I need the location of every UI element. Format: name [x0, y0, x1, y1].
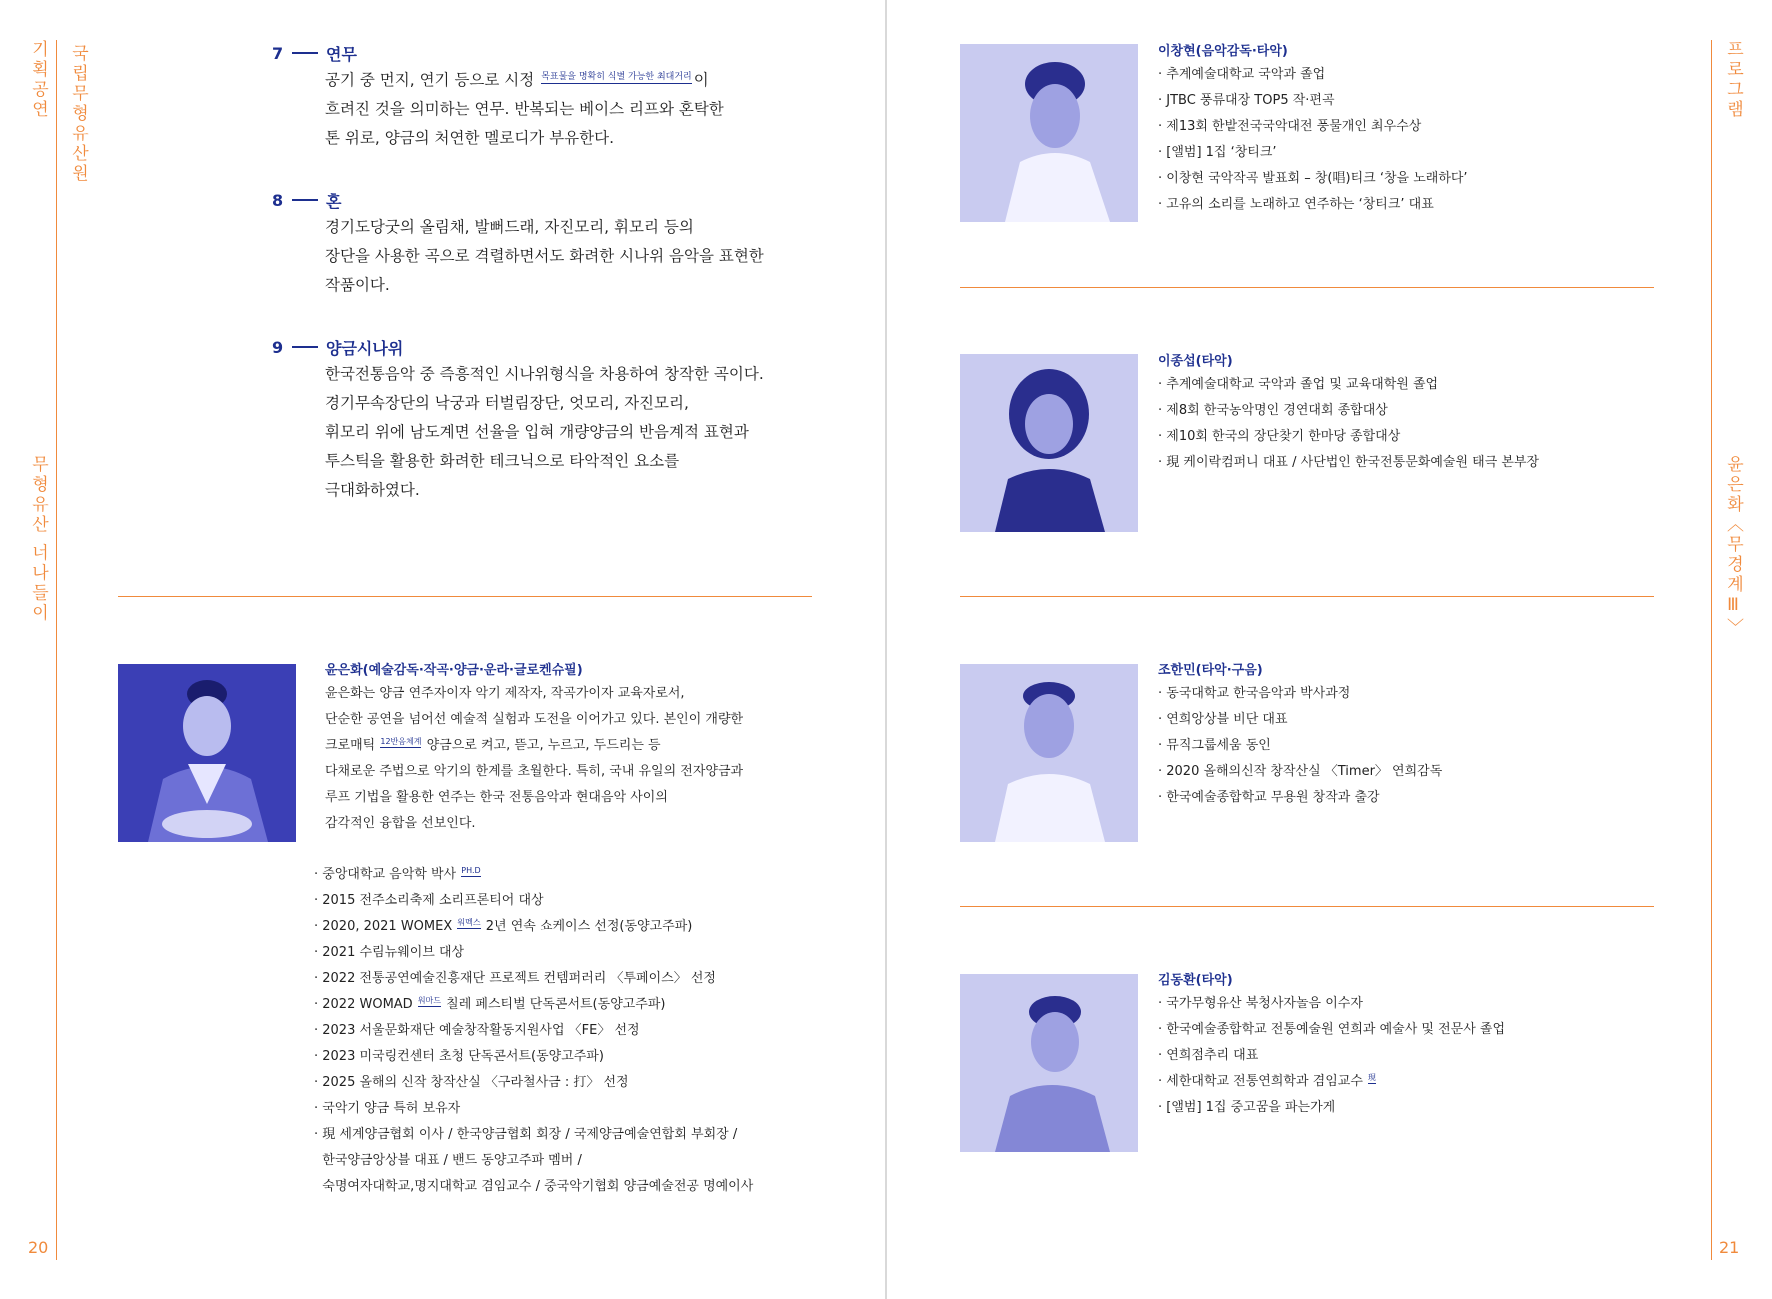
career-item: · 연희앙상블 비단 대표 [1158, 712, 1288, 727]
annotation-tag: 現 [1368, 1072, 1377, 1082]
text-segment: · 2022 WOMAD [314, 997, 413, 1012]
career-item: · [앨범] 1집 ‘창티크’ [1158, 145, 1277, 160]
page-number-right: 21 [1719, 1238, 1740, 1257]
bio-line: 루프 기법을 활용한 연주는 한국 전통음악과 현대음악 사이의 [325, 790, 668, 805]
track-title: 양금시나위 [326, 338, 404, 358]
bio-line: 감각적인 융합을 선보인다. [325, 816, 476, 831]
career-item: · 국악기 양금 특허 보유자 [314, 1101, 461, 1116]
performer-bio [1158, 661, 1678, 811]
performer-bio [1158, 42, 1678, 218]
bio-line: 단순한 공연을 넘어선 예술적 실험과 도전을 이어가고 있다. 본인이 개량한 [325, 712, 744, 727]
performer-bio [1158, 352, 1678, 476]
track-7 [272, 40, 832, 153]
performer-photo [960, 44, 1138, 222]
performer-name: 조한민(타악·구음) [1158, 663, 1263, 678]
performer-photo [960, 664, 1138, 842]
track-dash [292, 52, 318, 54]
side-title-left: 기획공연 [28, 40, 48, 120]
bio-line [325, 733, 865, 759]
annotation-tag: 워멕스 [457, 917, 481, 927]
text-segment: · 중앙대학교 음악학 박사 [314, 867, 457, 882]
career-item: · 現 케이락컴퍼니 대표 / 사단법인 한국전통문화예술원 태극 본부장 [1158, 455, 1540, 470]
track-8 [272, 187, 832, 300]
career-item: · 고유의 소리를 노래하고 연주하는 ‘창티크’ 대표 [1158, 197, 1434, 212]
track-dash [292, 199, 318, 201]
career-item [1158, 1069, 1678, 1095]
text-segment: 양금으로 켜고, 뜯고, 누르고, 두드리는 등 [426, 738, 661, 753]
career-item: · 뮤직그룹세움 동인 [1158, 738, 1271, 753]
annotation-tag: 목표물을 명확히 식별 가능한 최대거리 [541, 71, 692, 82]
track-9 [272, 334, 832, 505]
text-segment: 크로매틱 [325, 738, 376, 753]
director-bio [325, 661, 865, 837]
side-org: 국립무형유산원 [68, 44, 88, 184]
career-item: 숙명여자대학교,명지대학교 겸임교수 / 중국악기협회 양금예술전공 명예이사 [314, 1179, 754, 1194]
career-item: · 2021 수림뉴웨이브 대상 [314, 945, 465, 960]
track-number: 7 [272, 43, 284, 63]
career-item: · JTBC 풍류대장 TOP5 작·편곡 [1158, 93, 1335, 108]
career-item: · 2023 서울문화재단 예술창작활동지원사업 〈FE〉 선정 [314, 1023, 640, 1038]
career-item: · 한국예술종합학교 전통예술원 연희과 예술사 및 전문사 졸업 [1158, 1022, 1506, 1037]
performer-name: 이창현(음악감독·타악) [1158, 44, 1288, 59]
side-series: 무형유산 너나들이 [28, 455, 48, 624]
career-item: · 추계예술대학교 국악과 졸업 [1158, 67, 1326, 82]
text-line: 이 [693, 71, 709, 89]
career-item: · 제13회 한밭전국국악대전 풍물개인 최우수상 [1158, 119, 1422, 134]
track-description [325, 360, 832, 505]
text-segment: · 세한대학교 전통연희학과 겸임교수 [1158, 1074, 1363, 1089]
track-dash [292, 346, 318, 348]
text-line: 경기무속장단의 낙궁과 터벌림장단, 엇모리, 자진모리, [325, 394, 689, 412]
career-item: · 연희점추리 대표 [1158, 1048, 1259, 1063]
track-heading [272, 334, 832, 360]
career-item: · 동국대학교 한국음악과 박사과정 [1158, 686, 1351, 701]
career-item: · 2020 올해의신작 창작산실 〈Timer〉 연희감독 [1158, 764, 1443, 779]
director-name: 윤은화(예술감독·작곡·양금·운라·글로켄슈필) [325, 663, 583, 678]
career-item: · 2025 올해의 신작 창작산실 〈구라철사금 : 打〉 선정 [314, 1075, 629, 1090]
track-title: 연무 [326, 44, 357, 64]
text-line: 휘모리 위에 남도계면 선율을 입혀 개량양금의 반음계적 표현과 [325, 423, 749, 441]
text-line: 흐려진 것을 의미하는 연무. 반복되는 베이스 리프와 혼탁한 [325, 100, 724, 118]
text-line: 장단을 사용한 곡으로 격렬하면서도 화려한 시나위 음악을 표현한 [325, 247, 764, 265]
career-item [314, 862, 874, 888]
career-item: · 제10회 한국의 장단찾기 한마당 종합대상 [1158, 429, 1401, 444]
text-line: 경기도당굿의 올림채, 발뻐드래, 자진모리, 휘모리 등의 [325, 218, 694, 236]
career-item: · [앨범] 1집 중고꿈을 파는가게 [1158, 1100, 1336, 1115]
track-number: 8 [272, 190, 284, 210]
text-segment: 2년 연속 쇼케이스 선정(동양고주파) [485, 919, 693, 934]
right-page [887, 0, 1772, 1299]
page-number-left: 20 [28, 1238, 49, 1257]
performer-name: 이종섭(타악) [1158, 354, 1233, 369]
section-divider [960, 906, 1654, 907]
annotation-tag: 워마드 [417, 995, 442, 1005]
career-item: · 2015 전주소리축제 소리프론티어 대상 [314, 893, 544, 908]
section-divider [960, 287, 1654, 288]
career-item: · 제8회 한국농악명인 경연대회 종합대상 [1158, 403, 1388, 418]
left-page [0, 0, 885, 1299]
bio-line: 윤은화는 양금 연주자이자 악기 제작자, 작곡가이자 교육자로서, [325, 686, 685, 701]
track-heading [272, 40, 832, 66]
text-line: 작품이다. [325, 276, 390, 294]
track-title: 혼 [326, 191, 342, 211]
text-segment: 칠레 페스티벌 단독콘서트(동양고주파) [446, 997, 666, 1012]
career-item: 한국양금앙상블 대표 / 밴드 동양고주파 멤버 / [314, 1153, 582, 1168]
career-item [314, 992, 874, 1018]
track-heading [272, 187, 832, 213]
career-item: · 2022 전통공연예술진흥재단 프로젝트 컨템퍼러리 〈투페이스〉 선정 [314, 971, 716, 986]
text-segment: · 2020, 2021 WOMEX [314, 919, 453, 934]
director-career-list [314, 862, 874, 1200]
career-item: · 2023 미국링컨센터 초청 단독콘서트(동양고주파) [314, 1049, 604, 1064]
career-item: · 국가무형유산 북청사자놀음 이수자 [1158, 996, 1363, 1011]
side-title-right: 프로그램 [1723, 40, 1743, 120]
text-line: 공기 중 먼지, 연기 등으로 시정 [325, 71, 535, 89]
career-item: · 現 세계양금협회 이사 / 한국양금협회 회장 / 국제양금예술연합회 부회장 / [314, 1127, 738, 1142]
text-line: 한국전통음악 중 즉흥적인 시나위형식을 차용하여 창작한 곡이다. [325, 365, 764, 383]
career-item: · 한국예술종합학교 무용원 창작과 출강 [1158, 790, 1380, 805]
section-divider [118, 596, 812, 597]
annotation-tag: PH.D [461, 865, 481, 875]
side-sub-right: 윤은화〈무경계Ⅲ〉 [1723, 455, 1743, 638]
track-number: 9 [272, 337, 284, 357]
performer-photo [960, 974, 1138, 1152]
track-description [325, 213, 832, 300]
performer-name: 김동환(타악) [1158, 973, 1233, 988]
annotation-tag: 12반음체계 [380, 736, 422, 746]
career-item [314, 914, 874, 940]
text-line: 극대화하였다. [325, 481, 420, 499]
side-rule-right [1711, 40, 1712, 1260]
bio-line: 다채로운 주법으로 악기의 한계를 초월한다. 특히, 국내 유일의 전자양금과 [325, 764, 744, 779]
side-rule-left [56, 40, 57, 1260]
performer-photo [960, 354, 1138, 532]
director-photo [118, 664, 296, 842]
career-item: · 추계예술대학교 국악과 졸업 및 교육대학원 졸업 [1158, 377, 1439, 392]
section-divider [960, 596, 1654, 597]
text-line: 톤 위로, 양금의 처연한 멜로디가 부유한다. [325, 129, 615, 147]
text-line: 투스틱을 활용한 화려한 테크닉으로 타악적인 요소를 [325, 452, 680, 470]
track-description [325, 66, 832, 153]
career-item: · 이창현 국악작곡 발표회 – 창(唱)티크 ‘창을 노래하다’ [1158, 171, 1468, 186]
performer-bio [1158, 971, 1678, 1121]
